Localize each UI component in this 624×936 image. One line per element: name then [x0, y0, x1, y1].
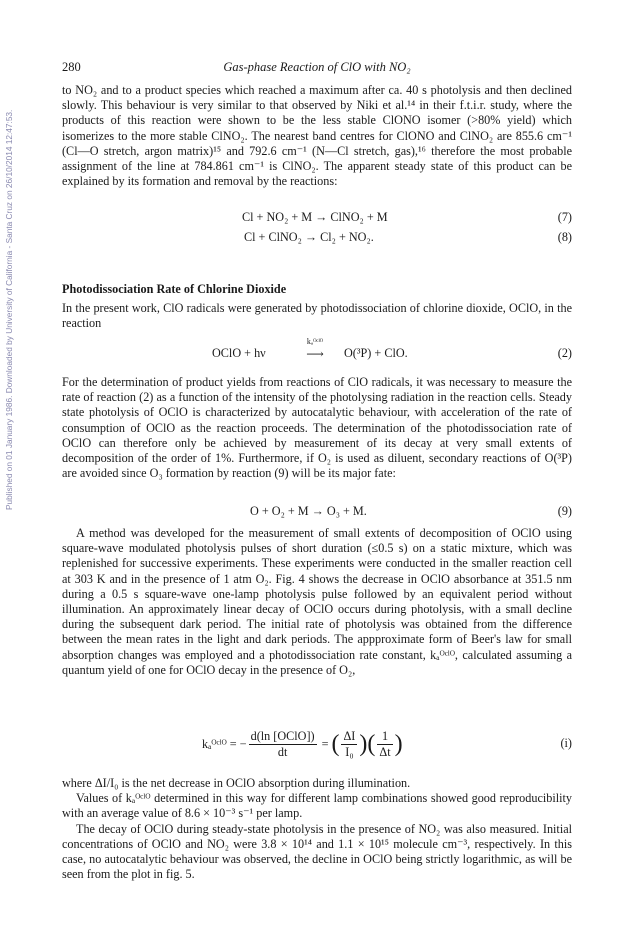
- equation-2-number: (2): [557, 346, 572, 360]
- equation-i-equals: =: [321, 736, 329, 751]
- paragraph-4: A method was developed for the measurement of small extents of decomposition of OClO using square-wave modulated photolysis pulses of short duration (≤0.5 s) on a static mixture, which was replenished for successive experiments. These experiments were conducted in the smaller reaction cell at 303 K and in the presence of 1 atm O₂. Fig. 4 shows the decrease in OClO absorbance at 351.5 nm during a 0.5 s square-wave one-lamp photolysis pulse followed by an equivalent period without illumination. An approximately linear decay of OClO occurs during photolysis, with a small decline during the subsequent dark period. The initial rate of photolysis was obtained from the difference between the mean rates in the light and dark periods. The appproximate form of Beer's law for small absorption changes was employed and a photodissociation rate constant, kₐᴼᶜˡᴼ, calculated assuming a quantum yield of one for OClO decay in the presence of O₂,: [62, 526, 572, 677]
- paragraph-7: The decay of OClO during steady-state photolysis in the presence of NO₂ was also measured. Initial concentrations of OClO and NO₂ were 3.8 × 10¹⁴ and 1.1 × 10¹⁵ molecule cm⁻³, respectively. In this case, no autocatalytic behaviour was observed, the decline in OClO being strictly logarithmic, as will be seen from the plot in fig. 5.: [62, 821, 572, 882]
- equation-i-fraction-1: [249, 729, 317, 760]
- equation-8-number: (8): [557, 230, 572, 244]
- paragraph-5-block: [62, 776, 572, 882]
- close-paren-icon: ): [359, 730, 368, 757]
- fraction-3-numerator: 1: [377, 729, 392, 745]
- section-heading: Photodissociation Rate of Chlorine Dioxide: [62, 282, 287, 296]
- fraction-2-numerator: ΔI: [343, 728, 356, 743]
- equation-8-text: Cl + ClNO₂ → Cl₂ + NO₂.: [244, 230, 374, 244]
- equation-i-lhs: kₐᴼᶜˡᴼ = −: [202, 736, 247, 751]
- open-paren-icon: (: [367, 730, 376, 757]
- equation-7-number: (7): [557, 210, 572, 224]
- fraction-1-denominator: dt: [277, 744, 288, 759]
- equation-2-rhs: O(³P) + ClO.: [344, 346, 408, 360]
- equation-2-rate-label: kₐᴼᶜˡᴼ: [306, 337, 324, 346]
- running-title: Gas-phase Reaction of ClO with NO₂: [223, 60, 411, 74]
- paragraph-1: to NO₂ and to a product species which reached a maximum after ca. 40 s photolysis and then declined slowly. This behaviour is very similar to that observed by Niki et al.¹⁴ in their f.t.i.r. study, where the products of this reaction were shown to be the less stable ClONO isomer (>80% yield) which isomerizes to the more stable ClNO₂. The nearest band centres for ClONO and ClNO₂ are 855.6 cm⁻¹ (Cl—O stretch, argon matrix)¹⁵ and 792.6 cm⁻¹ (N—Cl stretch, gas),¹⁶ therefore the most probable assignment of the line at 784.861 cm⁻¹ is ClNO₂. The apparent steady state of this product can be explained by its formation and removal by the reactions:: [62, 83, 572, 189]
- paragraph-5: where ΔI/I₀ is the net decrease in OClO absorption during illumination.: [62, 776, 411, 790]
- arrow-icon: ⟶: [306, 347, 324, 361]
- paragraph-2-block: [62, 301, 572, 331]
- page-header: [62, 60, 572, 76]
- paragraph-4-block: [62, 526, 572, 678]
- paragraph-6: Values of kₐᴼᶜˡᴼ determined in this way for different lamp combinations showed good reproducibility with an average value of 8.6 × 10⁻³ s⁻¹ per lamp.: [62, 791, 572, 821]
- paragraph-2: In the present work, ClO radicals were generated by photodissociation of chlorine dioxide, OClO, in the reaction: [62, 301, 572, 331]
- equation-i-fraction-2: [341, 729, 357, 760]
- open-paren-icon: (: [331, 730, 340, 757]
- equation-7: [62, 210, 572, 228]
- page-number: 280: [62, 60, 81, 74]
- fraction-3-denominator: Δt: [379, 744, 391, 759]
- download-watermark: Published on 01 January 1986. Downloaded by University of California - Santa Cruz on 26/10/2014 12:47:53.: [4, 109, 14, 511]
- close-paren-icon: ): [394, 730, 403, 757]
- equation-i-fraction-3: [377, 729, 392, 760]
- equation-i: [62, 726, 572, 762]
- equation-9-number: (9): [557, 504, 572, 518]
- fraction-2-denominator: I₀: [345, 744, 354, 759]
- equation-9: [62, 504, 572, 522]
- paragraph-3: For the determination of product yields from reactions of ClO radicals, it was necessary to measure the rate of reaction (2) as a function of the intensity of the photolysing radiation in the reaction cells. Steady state photolysis of OClO is characterized by autocatalytic behaviour, with acceleration of the rate of consumption of OClO as the reaction proceeds. The determination of the photodissociation rate of OClO can therefore only be achieved by measurement of its decay at very small extents of decomposition of the order of 1%. Furthermore, if O₂ is used as diluent, secondary reactions of O(³P) are avoided since O₃ formation by reaction (9) will be its major fate:: [62, 375, 572, 481]
- equation-i-expression: [202, 726, 403, 762]
- paragraph-3-block: [62, 375, 572, 481]
- equation-2: [62, 337, 572, 363]
- equation-2-lhs: OClO + hν: [212, 346, 266, 360]
- paragraph-1-block: [62, 83, 572, 189]
- equation-i-number: (i): [560, 736, 572, 750]
- equation-7-text: Cl + NO₂ + M → ClNO₂ + M: [242, 210, 388, 224]
- equation-8: [62, 230, 572, 248]
- equation-9-text: O + O₂ + M → O₃ + M.: [250, 504, 367, 518]
- fraction-1-numerator: d(ln [OClO]): [250, 728, 315, 743]
